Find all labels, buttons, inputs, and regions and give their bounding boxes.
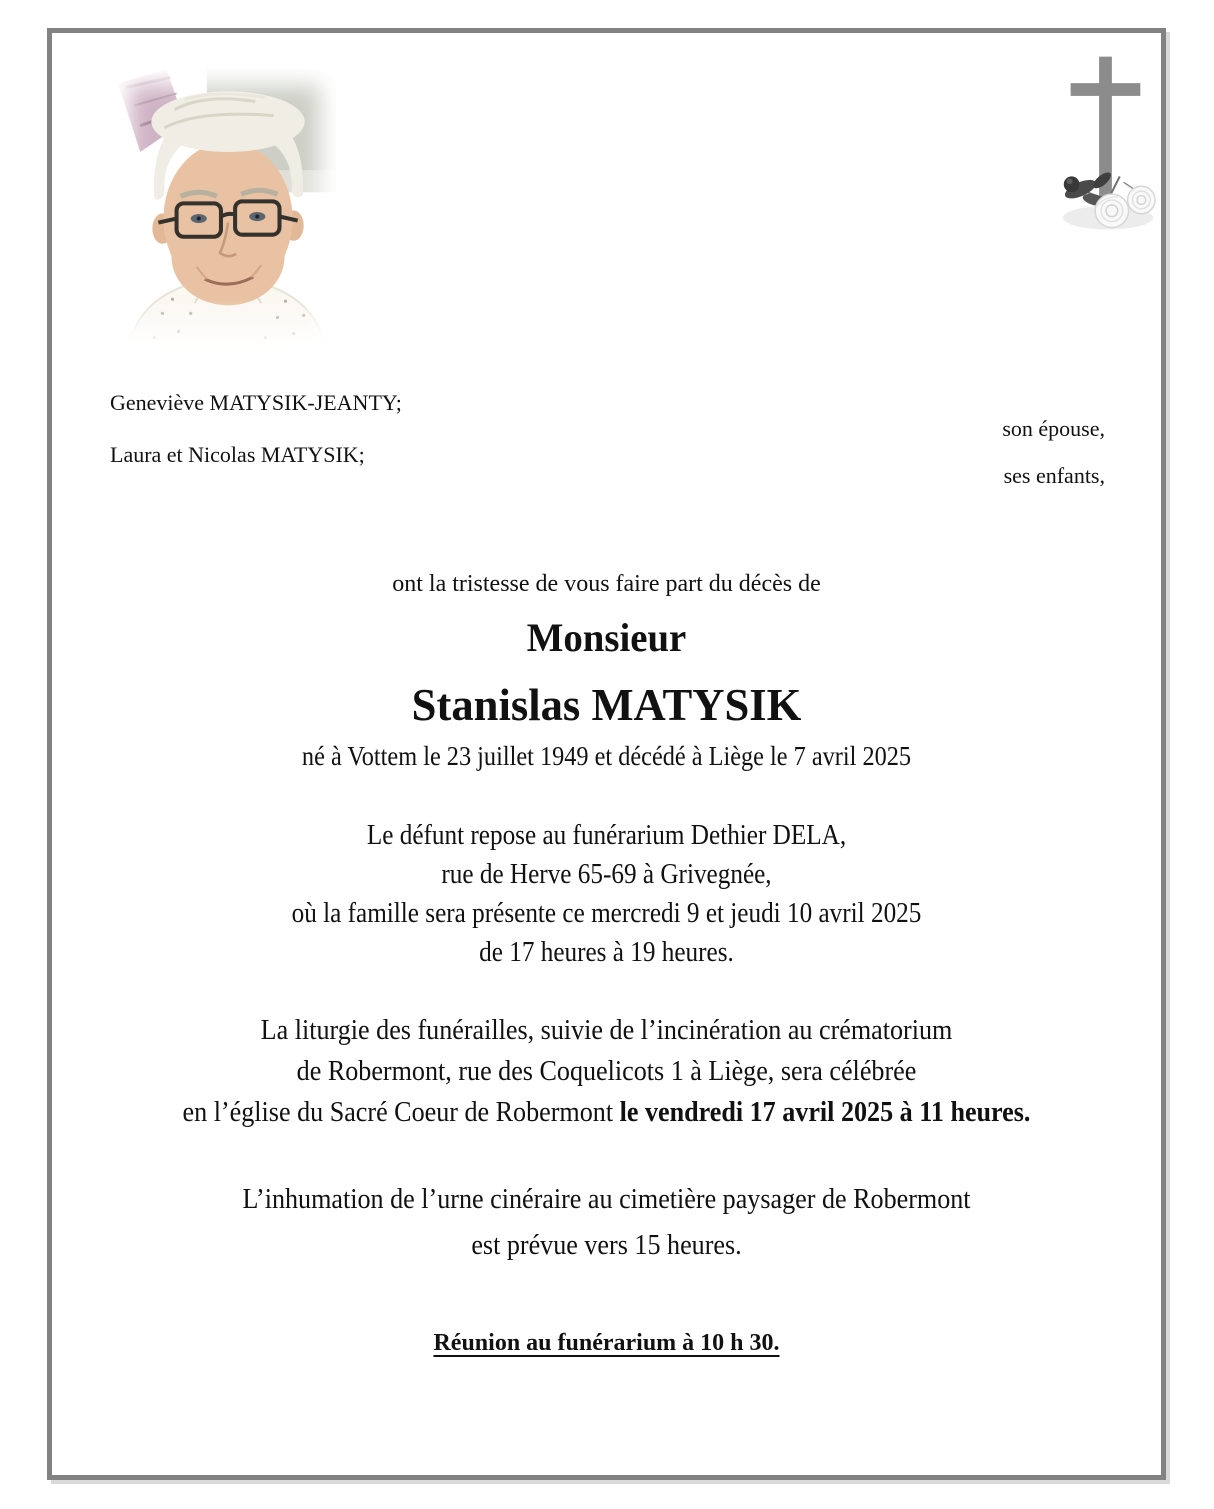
repose-paragraph	[107, 816, 1105, 972]
announcement-intro: ont la tristesse de vous faire part du décès de	[392, 571, 821, 597]
family-names-left	[110, 388, 402, 492]
page-frame	[47, 28, 1166, 1480]
meeting-line: Réunion au funérarium à 10 h 30.	[433, 1330, 780, 1356]
birth-death-line: né à Vottem le 23 juillet 1949 et décédé à Liège le 7 avril 2025	[301, 741, 912, 771]
family-names-section	[52, 388, 1161, 518]
liturgy-line: La liturgie des funérailles, suivie de l’incinération au crématorium	[260, 1014, 953, 1046]
repose-line: où la famille sera présente ce mercredi 9 et jeudi 10 avril 2025	[291, 898, 922, 929]
family-roles-right	[1002, 414, 1105, 508]
deceased-title: Monsieur	[526, 615, 687, 660]
liturgy-date-bold: le vendredi 17 avril 2025 à 11 heures.	[619, 1096, 1031, 1128]
children-role: ses enfants,	[1003, 463, 1105, 488]
liturgy-line-normal: en l’église du Sacré Coeur de Robermont	[182, 1096, 620, 1128]
document-body	[52, 33, 1161, 1475]
liturgy-line: de Robermont, rue des Coquelicots 1 à Liège, sera célébrée	[296, 1055, 917, 1087]
spouse-name: Geneviève MATYSIK-JEANTY;	[110, 390, 402, 415]
repose-line: rue de Herve 65-69 à Grivegnée,	[441, 859, 772, 890]
deceased-name: Stanislas MATYSIK	[411, 679, 802, 730]
inhumation-line: est prévue vers 15 heures.	[471, 1229, 742, 1261]
liturgy-paragraph	[107, 1010, 1105, 1133]
inhumation-line: L’inhumation de l’urne cinéraire au cimetière paysager de Robermont	[242, 1183, 971, 1215]
children-names: Laura et Nicolas MATYSIK;	[110, 442, 365, 467]
inhumation-paragraph	[107, 1176, 1105, 1268]
repose-line: de 17 heures à 19 heures.	[479, 937, 734, 968]
repose-line: Le défunt repose au funérarium Dethier DELA,	[366, 820, 847, 851]
spouse-role: son épouse,	[1002, 416, 1105, 441]
liturgy-line	[107, 1092, 1105, 1133]
